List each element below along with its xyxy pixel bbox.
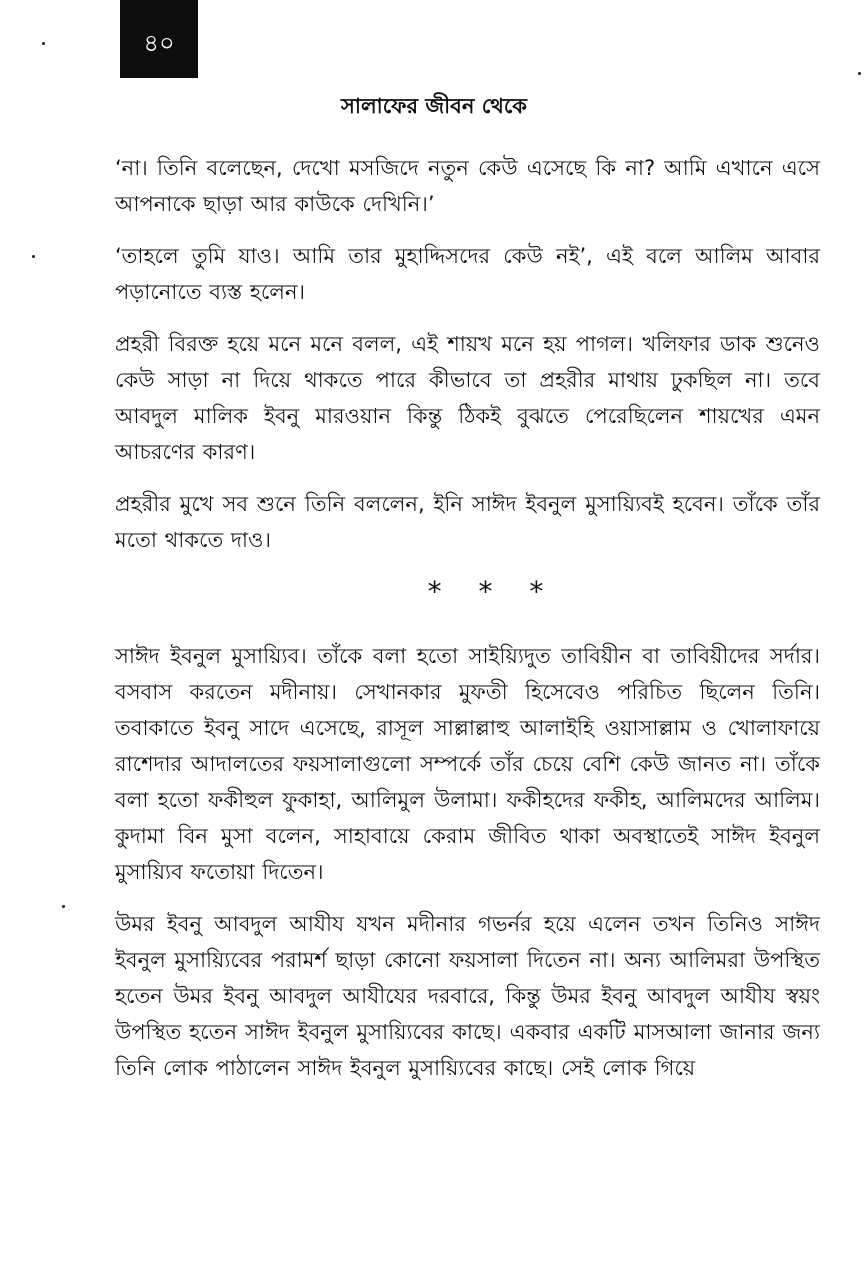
page-number: ৪০: [143, 29, 175, 57]
scan-speck: [62, 905, 65, 908]
scan-speck: [42, 42, 45, 45]
running-header: সালাফের জীবন থেকে: [341, 94, 527, 118]
paragraph-about-saeed: সাঈদ ইবনুল মুসায়্যিব। তাঁকে বলা হতো সাইয়্যিদুত তাবিয়ীন বা তাবিয়ীদের সর্দার। বসবাস করতেন মদীনায়। সেখানকার মুফতী হিসেবেও পরিচিত ছিলেন তিনি। তবাকাতে ইবনু সাদে এসেছে, রাসূল সাল্লাল্লাহু আলাইহি ওয়াসাল্লাম ও খোলাফায়ে রাশেদার আদালতের ফয়সালাগুলো সম্পর্কে তাঁর চেয়ে বেশি কেউ জানত না। তাঁকে বলা হতো ফকীহুল ফুকাহা, আলিমুল উলামা। ফকীহদের ফকীহ, আলিমদের আলিম। কুদামা বিন মুসা বলেন, সাহাবায়ে কেরাম জীবিত থাকা অবস্থাতেই সাঈদ ইবনুল মুসায়্যিব ফতোয়া দিতেন।: [115, 644, 820, 884]
paragraph-guard-annoyed: প্রহরী বিরক্ত হয়ে মনে মনে বলল, এই শায়খ মনে হয় পাগল। খলিফার ডাক শুনেও কেউ সাড়া না দিয়ে থাকতে পারে কীভাবে তা প্রহরীর মাথায় ঢুকছিল না। তবে আবদুল মালিক ইবনু মারওয়ান কিন্তু ঠিকই বুঝতে পেরেছিলেন শায়খের এমন আচরণের কারণ।: [115, 332, 820, 464]
scan-speck: [32, 255, 35, 258]
paragraph-dialogue-guard: ‘না। তিনি বলেছেন, দেখো মসজিদে নতুন কেউ এসেছে কি না? আমি এখানে এসে আপনাকে ছাড়া আর কাউকে দেখিনি।’: [115, 156, 820, 216]
section-break: * * *: [427, 575, 558, 608]
page-body: [115, 150, 820, 1102]
page-number-box: [120, 0, 198, 78]
paragraph-dialogue-scholar: ‘তাহলে তুমি যাও। আমি তার মুহাদ্দিসদের কেউ নই’, এই বলে আলিম আবার পড়ানোতে ব্যস্ত হলেন।: [115, 244, 820, 304]
paragraph-caliph-reply: প্রহরীর মুখে সব শুনে তিনি বললেন, ইনি সাঈদ ইবনুল মুসায়্যিবই হবেন। তাঁকে তাঁর মতো থাকতে দাও।: [115, 492, 820, 552]
scan-speck: [858, 72, 861, 75]
paragraph-umar-ibn-abdul-aziz: উমর ইবনু আবদুল আযীয যখন মদীনার গভর্নর হয়ে এলেন তখন তিনিও সাঈদ ইবনুল মুসায়্যিবের পরামর্শ ছাড়া কোনো ফয়সালা দিতেন না। অন্য আলিমরা উপস্থিত হতেন উমর ইবনু আবদুল আযীযের দরবারে, কিন্তু উমর ইবনু আবদুল আযীয স্বয়ং উপস্থিত হতেন সাঈদ ইবনুল মুসায়্যিবের কাছে। একবার একটি মাসআলা জানার জন্য তিনি লোক পাঠালেন সাঈদ ইবনুল মুসায়্যিবের কাছে। সেই লোক গিয়ে: [115, 912, 820, 1080]
